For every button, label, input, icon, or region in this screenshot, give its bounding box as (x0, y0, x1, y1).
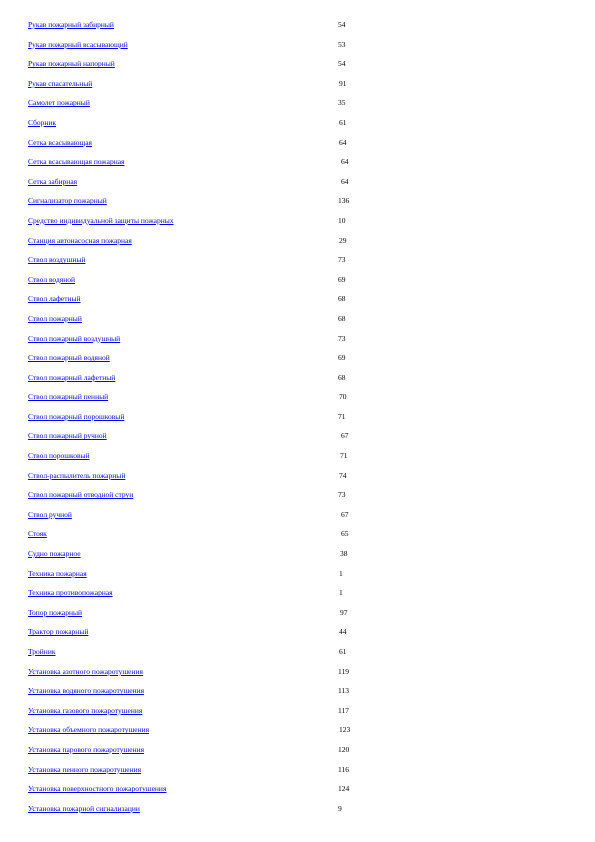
index-page-number: 68 (338, 294, 346, 304)
index-term-link[interactable]: Сетка всасывающая (28, 137, 92, 147)
index-entry (0, 172, 595, 192)
index-page-number: 113 (338, 686, 349, 696)
index-entry (0, 524, 595, 544)
index-term-link[interactable]: Ствол пожарный воздушный (28, 333, 121, 343)
index-page-number: 123 (339, 725, 351, 735)
index-page-number: 74 (339, 470, 347, 480)
index-term-link[interactable]: Ствол-распылитель пожарный (28, 470, 126, 480)
index-entry (0, 191, 595, 211)
index-page-number: 73 (338, 255, 346, 265)
index-term-link[interactable]: Установка пожарной сигнализации (28, 803, 140, 813)
index-entry (0, 309, 595, 329)
index-entry (0, 466, 595, 486)
index-term-link[interactable]: Техника противопожарная (28, 588, 113, 598)
index-entry (0, 348, 595, 368)
index-entry (0, 133, 595, 153)
index-term-link[interactable]: Рукав пожарный всасывающий (28, 39, 128, 49)
index-page-number: 97 (340, 607, 348, 617)
index-entry (0, 544, 595, 564)
index-page-number: 61 (339, 117, 347, 127)
index-page-number: 68 (338, 313, 346, 323)
index-term-link[interactable]: Ствол лафетный (28, 294, 81, 304)
index-term-link[interactable]: Техника пожарная (28, 568, 87, 578)
index-page-number: 64 (341, 157, 349, 167)
index-entry (0, 642, 595, 662)
index-entry (0, 446, 595, 466)
index-term-link[interactable]: Тройник (28, 647, 56, 656)
index-entry (0, 779, 595, 799)
index-page-number: 61 (339, 647, 347, 656)
index-page-number: 1 (339, 568, 343, 578)
index-entry (0, 583, 595, 603)
index-entry (0, 662, 595, 682)
index-entry (0, 564, 595, 584)
index-page-number: 71 (340, 451, 348, 461)
index-term-link[interactable]: Стояк (28, 529, 47, 539)
index-term-link[interactable]: Ствол воздушный (28, 255, 86, 265)
index-term-link[interactable]: Рукав пожарный напорный (28, 59, 115, 69)
index-entry (0, 387, 595, 407)
index-entry (0, 603, 595, 623)
index-page-number: 91 (339, 78, 347, 88)
index-entry (0, 720, 595, 740)
index-page-number: 44 (339, 627, 347, 637)
index-page-number: 70 (339, 392, 347, 402)
index-page-number: 53 (338, 39, 346, 49)
index-term-link[interactable]: Установка водяного пожаротушения (28, 686, 145, 696)
index-term-link[interactable]: Ствол пожарный пенный (28, 392, 109, 402)
index-term-link[interactable]: Топор пожарный (28, 607, 83, 617)
index-page-number: 10 (338, 215, 346, 225)
index-entry (0, 35, 595, 55)
index-term-link[interactable]: Ствол пожарный водяной (28, 353, 110, 363)
index-page-number: 69 (338, 274, 346, 284)
index-page-number: 69 (338, 353, 346, 363)
index-page-number: 120 (338, 744, 350, 754)
index-term-link[interactable]: Средство индивидуальной защиты пожарных (28, 215, 174, 225)
index-entry (0, 799, 595, 819)
index-term-link[interactable]: Ствол пожарный (28, 313, 82, 323)
index-page-number: 9 (338, 803, 342, 813)
index-entry (0, 740, 595, 760)
index-term-link[interactable]: Установка газового пожаротушения (28, 705, 143, 715)
index-entry (0, 505, 595, 525)
index-term-link[interactable]: Установка пенного пожаротушения (28, 764, 142, 774)
index-term-link[interactable]: Ствол порошковый (28, 451, 90, 461)
index-entry (0, 250, 595, 270)
index-page-number: 29 (339, 235, 347, 245)
index-term-link[interactable]: Ствол пожарный лафетный (28, 372, 116, 382)
index-page-number: 64 (341, 176, 349, 186)
index-entry (0, 426, 595, 446)
index-entry (0, 231, 595, 251)
index-term-link[interactable]: Трактор пожарный (28, 627, 89, 637)
index-entry (0, 54, 595, 74)
index-entry (0, 701, 595, 721)
index-page-number: 116 (338, 764, 349, 774)
index-page-number: 73 (338, 333, 346, 343)
index-term-link[interactable]: Судно пожарное (28, 549, 81, 559)
index-term-link[interactable]: Ствол пожарный отводной струи (28, 490, 134, 500)
index-term-link[interactable]: Ствол ручной (28, 509, 72, 519)
index-entry (0, 368, 595, 388)
index-term-link[interactable]: Станция автонасосная пожарная (28, 235, 132, 245)
index-entry (0, 270, 595, 290)
index-page-number: 68 (338, 372, 346, 382)
index-term-link[interactable]: Ствол пожарный порошковый (28, 411, 125, 421)
index-term-link[interactable]: Установка поверхностного пожаротушения (28, 784, 167, 794)
index-entry (0, 74, 595, 94)
index-page-number: 117 (338, 705, 349, 715)
index-page-number: 54 (338, 59, 346, 69)
index-page-number: 71 (338, 411, 346, 421)
index-page-number: 67 (341, 431, 349, 441)
index-term-link[interactable]: Рукав пожарный забирный (28, 20, 114, 29)
index-page-number: 119 (338, 666, 349, 676)
index-entry (0, 152, 595, 172)
index-page-number: 65 (341, 529, 349, 539)
index-term-link[interactable]: Сетка всасывающая пожарная (28, 157, 125, 167)
index-page-number: 73 (338, 490, 346, 500)
index-term-link[interactable]: Сетка забирная (28, 176, 78, 186)
index-term-link[interactable]: Рукав спасательный (28, 78, 93, 88)
index-entry (0, 93, 595, 113)
index-page-number: 64 (339, 137, 347, 147)
index-term-link[interactable]: Ствол пожарный ручной (28, 431, 107, 441)
index-entry (0, 15, 595, 35)
index-page-number: 1 (339, 588, 343, 598)
index-term-link[interactable]: Ствол водяной (28, 274, 76, 284)
index-page-number: 38 (340, 549, 348, 559)
index-list (0, 15, 595, 818)
index-term-link[interactable]: Установка азотного пожаротушения (28, 666, 143, 676)
index-term-link[interactable]: Сборник (28, 117, 57, 127)
index-page-number: 35 (338, 98, 346, 108)
index-entry (0, 289, 595, 309)
index-term-link[interactable]: Сигнализатор пожарный (28, 196, 107, 206)
index-page-number: 136 (338, 196, 350, 206)
index-entry (0, 211, 595, 231)
index-page-number: 54 (338, 20, 346, 29)
index-entry (0, 681, 595, 701)
index-entry (0, 485, 595, 505)
index-page-number: 67 (341, 509, 349, 519)
index-entry (0, 113, 595, 133)
index-term-link[interactable]: Установка объемного пожаротушения (28, 725, 150, 735)
index-term-link[interactable]: Самолет пожарный (28, 98, 90, 108)
index-entry (0, 329, 595, 349)
index-entry (0, 407, 595, 427)
index-entry (0, 622, 595, 642)
index-page-number: 124 (338, 784, 350, 794)
index-term-link[interactable]: Установка парового пожаротушения (28, 744, 145, 754)
index-entry (0, 760, 595, 780)
